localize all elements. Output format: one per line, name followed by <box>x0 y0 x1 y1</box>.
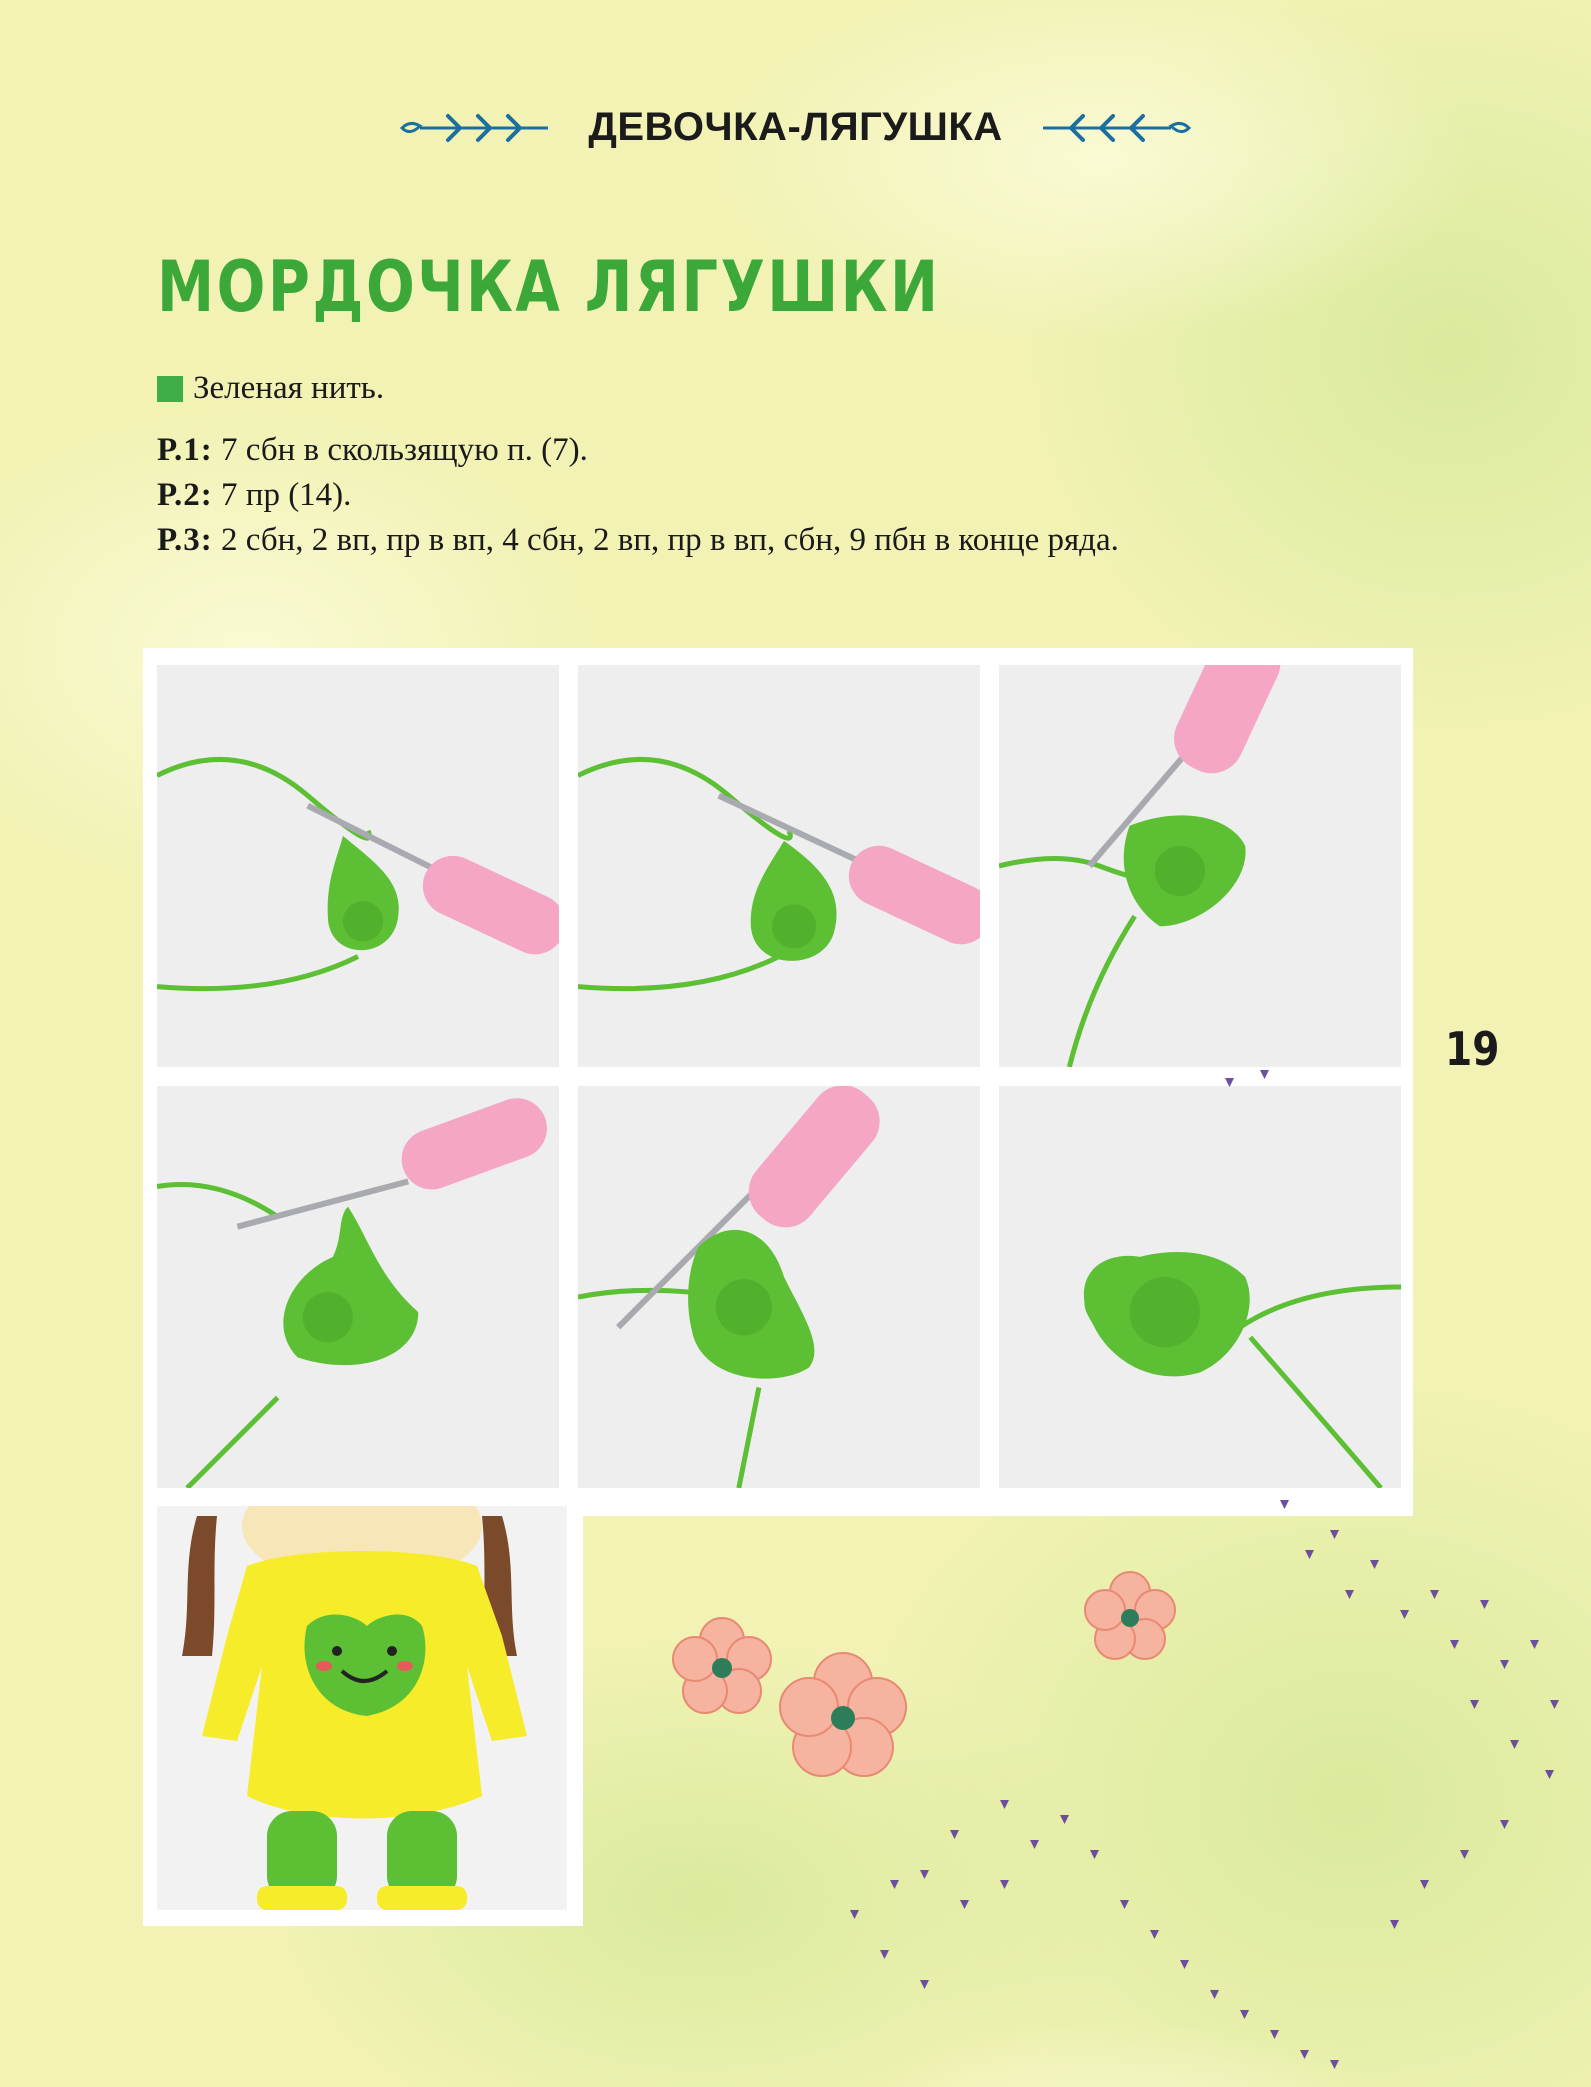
row-label: Р.3: <box>157 522 213 558</box>
row-text: 7 сбн в скользящую п. (7). <box>212 432 588 468</box>
step-photo-3 <box>999 665 1401 1067</box>
step-photo-1 <box>157 665 559 1067</box>
page-number: 19 <box>1445 1022 1500 1076</box>
row-text: 7 пр (14). <box>212 477 352 513</box>
row-text: 2 сбн, 2 вп, пр в вп, 4 сбн, 2 вп, пр в вп, сбн, 9 пбн в конце ряда. <box>212 522 1119 558</box>
row-label: Р.2: <box>157 477 213 513</box>
yarn-label: Зеленая нить. <box>193 370 385 406</box>
row-3 <box>157 518 1119 563</box>
running-header <box>0 105 1591 153</box>
yarn-color-swatch <box>157 376 183 402</box>
step-photo-4 <box>157 1086 559 1488</box>
section-title: МОРДОЧКА ЛЯГУШКИ <box>157 246 941 328</box>
row-2 <box>157 473 1119 518</box>
step-photo-5 <box>578 1086 980 1488</box>
running-title: ДЕВОЧКА-ЛЯГУШКА <box>588 105 1003 149</box>
doll-photo <box>157 1506 567 1910</box>
row-1 <box>157 428 1119 473</box>
row-label: Р.1: <box>157 432 213 468</box>
yarn-note <box>157 370 384 407</box>
right-sprig-icon <box>1041 108 1191 148</box>
step-photo-6 <box>999 1086 1401 1488</box>
step-photo-2 <box>578 665 980 1067</box>
left-sprig-icon <box>400 108 550 148</box>
instruction-rows <box>157 428 1119 563</box>
